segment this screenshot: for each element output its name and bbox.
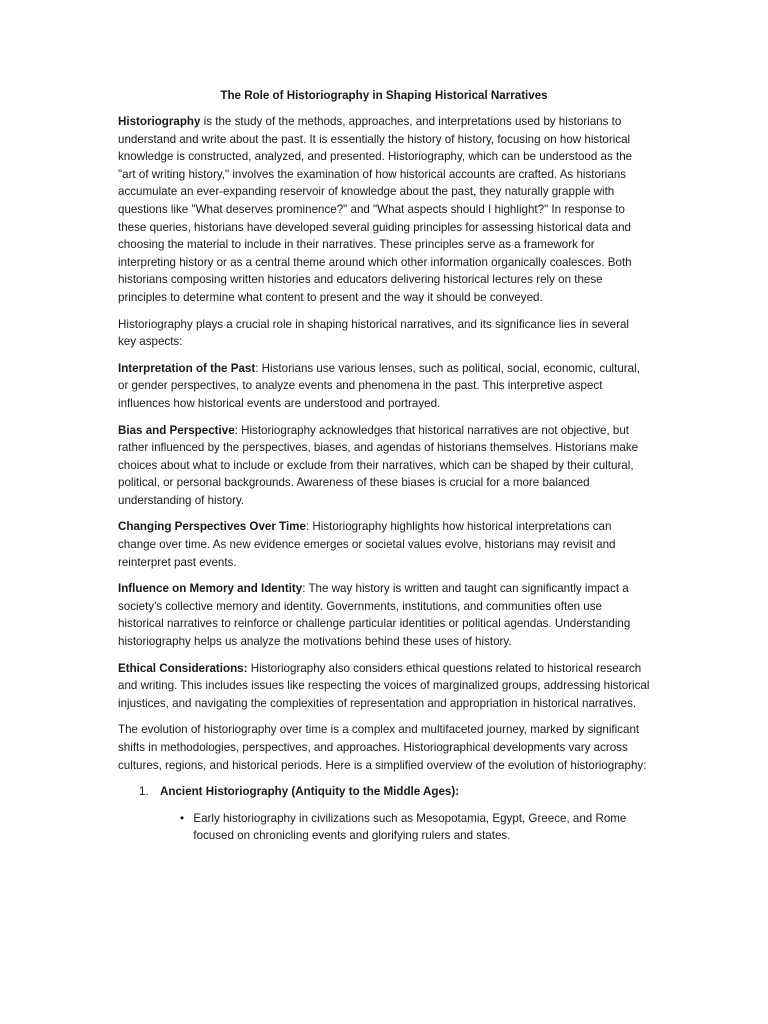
aspect-heading: Influence on Memory and Identity <box>118 582 303 596</box>
bullet-item <box>180 810 650 845</box>
aspect-text: : Historiography acknowledges that historical narratives are not objective, but rather influenced by the perspectives, biases, and agendas of historians themselves. Historians make choices about what to include or exclude from their narratives, which can be shaped by their cultural, political, or personal backgrounds. Awareness of these biases is crucial for a more balanced understanding of history. <box>118 423 639 507</box>
list-heading: Ancient Historiography (Antiquity to the Middle Ages): <box>160 785 460 799</box>
bullet-text: Early historiography in civilizations such as Mesopotamia, Egypt, Greece, and Rome focused on chronicling events and glorifying rulers and states. <box>193 811 627 843</box>
document-title: The Role of Historiography in Shaping Historical Narratives <box>220 89 548 102</box>
intro-term: Historiography <box>118 115 201 128</box>
aspect-heading: Changing Perspectives Over Time <box>118 520 306 534</box>
list-number: 1. <box>139 785 149 799</box>
aspect-text: Historiography also considers ethical questions related to historical research and writing. This includes issues like respecting the voices of marginalized groups, addressing historical injustices, and navigating the complexities of representation and appropriation in historical narratives. <box>118 661 650 710</box>
numbered-list-item <box>118 783 650 801</box>
bullet-icon <box>180 810 193 845</box>
aspect-text: : Historiography highlights how historical interpretations can change over time. As new evidence emerges or societal values evolve, historians may revisit and reinterpret past events. <box>118 520 616 569</box>
aspect-text: : Historians use various lenses, such as political, social, economic, cultural, or gender perspectives, to analyze events and phenomena in the past. This interpretive aspect influences how historical events are understood and portrayed. <box>118 361 640 410</box>
evolution-paragraph: The evolution of historiography over time is a complex and multifaceted journey, marked by significant shifts in methodologies, perspectives, and approaches. Historiographical developments vary across cultures, regions, and historical periods. Here is a simplified overview of the evolution of historiography: <box>118 723 647 772</box>
aspect-paragraph-ethical <box>118 660 650 713</box>
aspect-paragraph-bias <box>118 422 650 510</box>
role-paragraph: Historiography plays a crucial role in shaping historical narratives, and its significance lies in several key aspects: <box>118 317 630 349</box>
aspect-paragraph-interpretation <box>118 360 650 413</box>
aspect-text: : The way history is written and taught can significantly impact a society's collective memory and identity. Governments, institutions, and communities often use historical narratives to reinforce or challenge particular identities or political agendas. Understanding historiography helps us analyze the motivations behind these uses of history. <box>118 582 631 649</box>
aspect-paragraph-changing <box>118 518 650 571</box>
intro-text: is the study of the methods, approaches, and interpretations used by historians to understand and write about the past. It is essentially the history of history, focusing on how historical knowledge is constructed, analyzed, and presented. Historiography, which can be understood as the "art of writing history," involves the examination of how historical accounts are crafted. As historians accumulate an ever-expanding reservoir of knowledge about the past, they naturally grapple with questions like "What deserves prominence?" and "What aspects should I highlight?" In response to these queries, historians have developed several guiding principles for assessing historical data and choosing the material to include in their narratives. These principles serve as a framework for interpreting history or as a central theme around which other information organically coalesces. Both historians composing written histories and educators delivering historical lectures rely on these principles to determine what content to present and the way it should be conveyed. <box>118 115 633 304</box>
intro-paragraph <box>118 113 650 307</box>
aspect-heading: Bias and Perspective <box>118 423 235 437</box>
aspect-heading: Ethical Considerations: <box>118 661 248 675</box>
aspect-heading: Interpretation of the Past <box>118 361 256 375</box>
aspect-paragraph-memory <box>118 580 650 650</box>
